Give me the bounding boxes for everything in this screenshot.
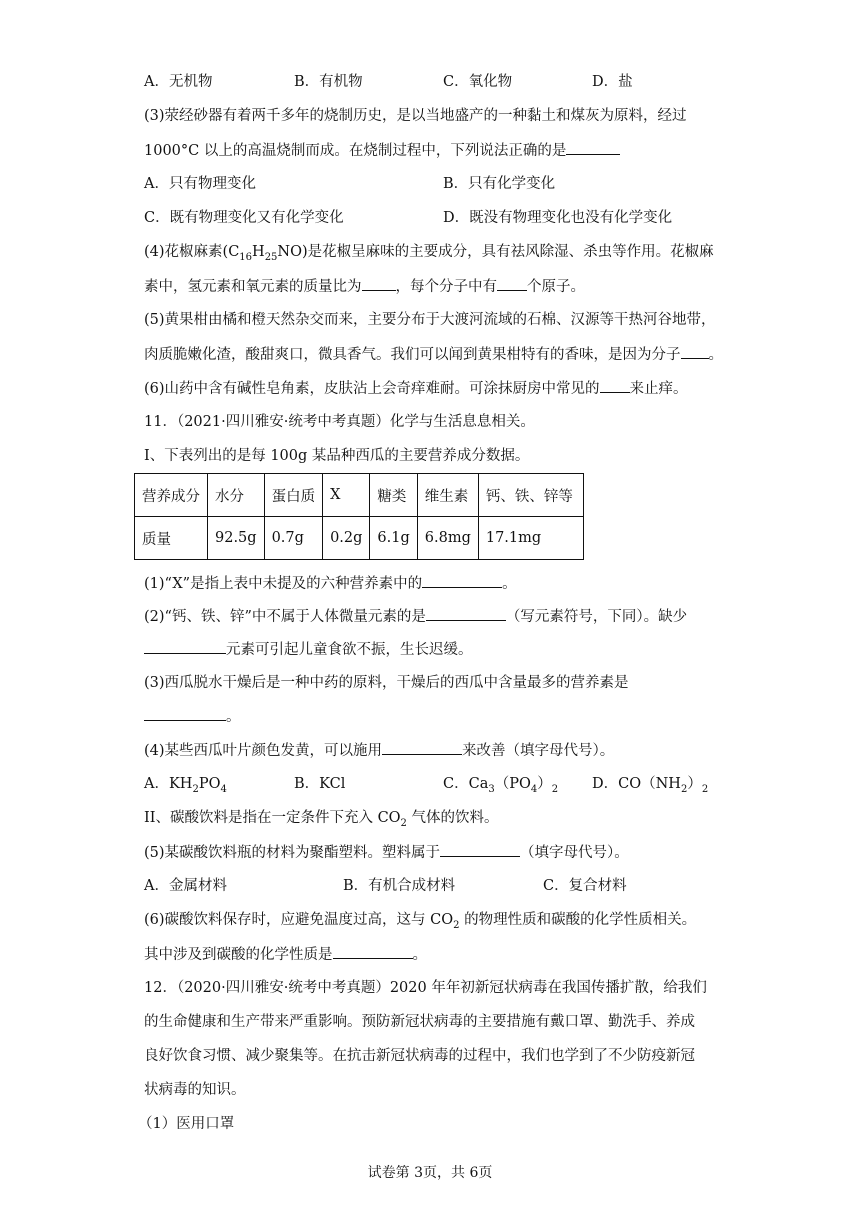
q10-part3-option-a: A．只有物理变化 [144, 176, 256, 192]
q10-part3-option-d: D．既没有物理变化也没有化学变化 [443, 210, 673, 226]
text: ，每个分子中有 [395, 279, 497, 295]
table-cell: 0.7g [264, 517, 323, 560]
text: 元素可引起儿童食欲不振，生长迟缓。 [226, 642, 473, 658]
table-header-cell: 营养成分 [135, 474, 208, 517]
q12-line1: 12．（2020·四川雅安·统考中考真题）2020 年年初新冠状病毒在我国传播扩散，给我们 [144, 980, 707, 996]
subscript: 2 [680, 783, 688, 795]
option-c: C．氧化物 [443, 74, 513, 90]
q11-sub4 [144, 740, 614, 761]
table-header-cell: 维生素 [417, 474, 478, 517]
text: A．KH [144, 776, 193, 792]
q10-part5-line1: (5)黄果柑由橘和橙天然杂交而来，主要分布于大渡河流域的石棉、汉源等干热河谷地带， [144, 312, 716, 328]
answer-blank [566, 140, 620, 155]
text: （PO [494, 776, 531, 792]
answer-blank [144, 706, 226, 721]
text: C．Ca [443, 776, 489, 792]
text: 个原子。 [527, 279, 585, 295]
subscript: 3 [488, 783, 495, 795]
text: 。 [412, 947, 427, 963]
q11-part1-intro: I、下表列出的是每 100g 某品种西瓜的主要营养成分数据。 [144, 448, 530, 464]
option-b: B．有机物 [294, 74, 363, 90]
text: 来止痒。 [629, 381, 688, 397]
table-cell: 质量 [135, 517, 208, 560]
option-d: D．盐 [592, 74, 633, 90]
q10-part4-line1 [144, 242, 714, 268]
table-row [135, 517, 584, 560]
text: （填字母代号）。 [520, 845, 629, 861]
q10-part5-line2 [144, 344, 723, 365]
subscript: 4 [530, 783, 538, 795]
q10-part3-option-b: B．只有化学变化 [443, 176, 556, 192]
subscript: 25 [264, 251, 278, 263]
q11-part2-intro [144, 808, 499, 834]
q10-part4-line2 [144, 276, 585, 297]
q11-sub4-option-c [443, 774, 558, 800]
q12-line4: 状病毒的知识。 [144, 1082, 246, 1098]
text: 气体的饮料。 [406, 810, 499, 826]
q11-title: 11．（2021·四川雅安·统考中考真题）化学与生活息息相关。 [144, 414, 535, 430]
answer-blank [422, 573, 502, 588]
text: 肉质脆嫩化渣，酸甜爽口，微具香气。我们可以闻到黄果柑特有的香味，是因为分子 [144, 347, 681, 363]
subscript: 4 [220, 783, 227, 795]
answer-blank [426, 606, 506, 621]
subscript: 2 [701, 783, 709, 795]
answer-blank [497, 276, 527, 291]
text: 。 [708, 347, 723, 363]
q11-sub6-line2 [144, 944, 427, 965]
text: H [252, 244, 265, 260]
q10-part3-line1: (3)荥经砂器有着两千多年的烧制历史，是以当地盛产的一种黏土和煤灰为原料，经过 [144, 108, 687, 124]
text: ） [537, 776, 552, 792]
q11-sub5-option-b: B．有机合成材料 [343, 878, 456, 894]
table-header-cell: 钙、铁、锌等 [478, 474, 583, 517]
text: （写元素符号，下同）。缺少 [505, 609, 688, 625]
text: 来改善（填字母代号）。 [462, 743, 615, 759]
table-cell: 6.1g [370, 517, 417, 560]
answer-blank [333, 944, 413, 959]
table-cell: 92.5g [208, 517, 265, 560]
page-footer: 试卷第 3页，共 6页 [367, 1165, 493, 1181]
q12-line3: 良好饮食习惯、减少聚集等。在抗击新冠状病毒的过程中，我们也学到了不少防疫新冠 [144, 1048, 695, 1064]
q12-line2: 的生命健康和生产带来严重影响。预防新冠状病毒的主要措施有戴口罩、勤洗手、养成 [144, 1014, 695, 1030]
text: PO [198, 776, 221, 792]
text: (5)某碳酸饮料瓶的材料为聚酯塑料。塑料属于 [144, 845, 441, 861]
q11-sub5 [144, 842, 629, 863]
q10-part3-text: 1000°C 以上的高温烧制而成。在烧制过程中，下列说法正确的是 [144, 143, 567, 159]
text: 。 [226, 709, 241, 725]
subscript: 2 [453, 919, 460, 931]
answer-blank [681, 344, 709, 359]
text: 其中涉及到碳酸的化学性质是 [144, 947, 333, 963]
text: 的物理性质和碳酸的化学性质相关。 [459, 912, 697, 928]
text: 素中，氢元素和氧元素的质量比为 [144, 279, 362, 295]
q11-sub1 [144, 573, 517, 594]
table-header-cell: 水分 [208, 474, 265, 517]
answer-blank [440, 842, 520, 857]
option-a: A．无机物 [144, 74, 213, 90]
text: NO)是花椒呈麻味的主要成分，具有祛风除湿、杀虫等作用。花椒麻 [277, 244, 714, 260]
q10-part3-line2 [144, 140, 620, 161]
text: (4)花椒麻素(C [144, 244, 240, 260]
answer-blank [144, 639, 226, 654]
q11-sub4-option-d [592, 774, 708, 800]
answer-blank [362, 276, 396, 291]
q11-sub4-option-b: B．KCl [294, 776, 346, 792]
table-cell: 6.8mg [417, 517, 478, 560]
text: II、碳酸饮料是指在一定条件下充入 CO [144, 810, 401, 826]
table-header-cell: 糖类 [370, 474, 417, 517]
table-header-cell: 蛋白质 [264, 474, 323, 517]
text: D．CO（NH [592, 776, 681, 792]
answer-blank [600, 378, 630, 393]
subscript: 2 [400, 817, 407, 829]
q11-sub5-option-a: A．金属材料 [144, 878, 227, 894]
q11-sub6-line1 [144, 910, 696, 936]
q11-sub4-option-a [144, 774, 227, 800]
nutrition-table [134, 473, 584, 560]
q11-sub5-option-c: C．复合材料 [543, 878, 627, 894]
q11-sub3-line2 [144, 706, 241, 727]
table-cell: 17.1mg [478, 517, 583, 560]
text: ） [687, 776, 702, 792]
q12-sub1: （1）医用口罩 [138, 1116, 235, 1132]
text: (6)碳酸饮料保存时，应避免温度过高，这与 CO [144, 912, 454, 928]
text: (2)“钙、铁、锌”中不属于人体微量元素的是 [144, 609, 426, 625]
text: (1)“X”是指上表中未提及的六种营养素中的 [144, 576, 423, 592]
q10-part3-option-c: C．既有物理变化又有化学变化 [144, 210, 344, 226]
q11-sub2-line2 [144, 639, 473, 660]
table-header-row [135, 474, 584, 517]
subscript: 2 [551, 783, 559, 795]
subscript: 2 [192, 783, 199, 795]
answer-blank [382, 740, 462, 755]
subscript: 16 [239, 251, 253, 263]
q11-sub3-line1: (3)西瓜脱水干燥后是一种中药的原料，干燥后的西瓜中含量最多的营养素是 [144, 675, 629, 691]
text: 。 [502, 576, 517, 592]
text: (4)某些西瓜叶片颜色发黄，可以施用 [144, 743, 383, 759]
q11-sub2-line1 [144, 606, 687, 627]
q10-part6 [144, 378, 688, 399]
table-cell: 0.2g [323, 517, 370, 560]
table-header-cell: X [323, 474, 370, 517]
text: (6)山药中含有碱性皂角素，皮肤沾上会奇痒难耐。可涂抹厨房中常见的 [144, 381, 600, 397]
